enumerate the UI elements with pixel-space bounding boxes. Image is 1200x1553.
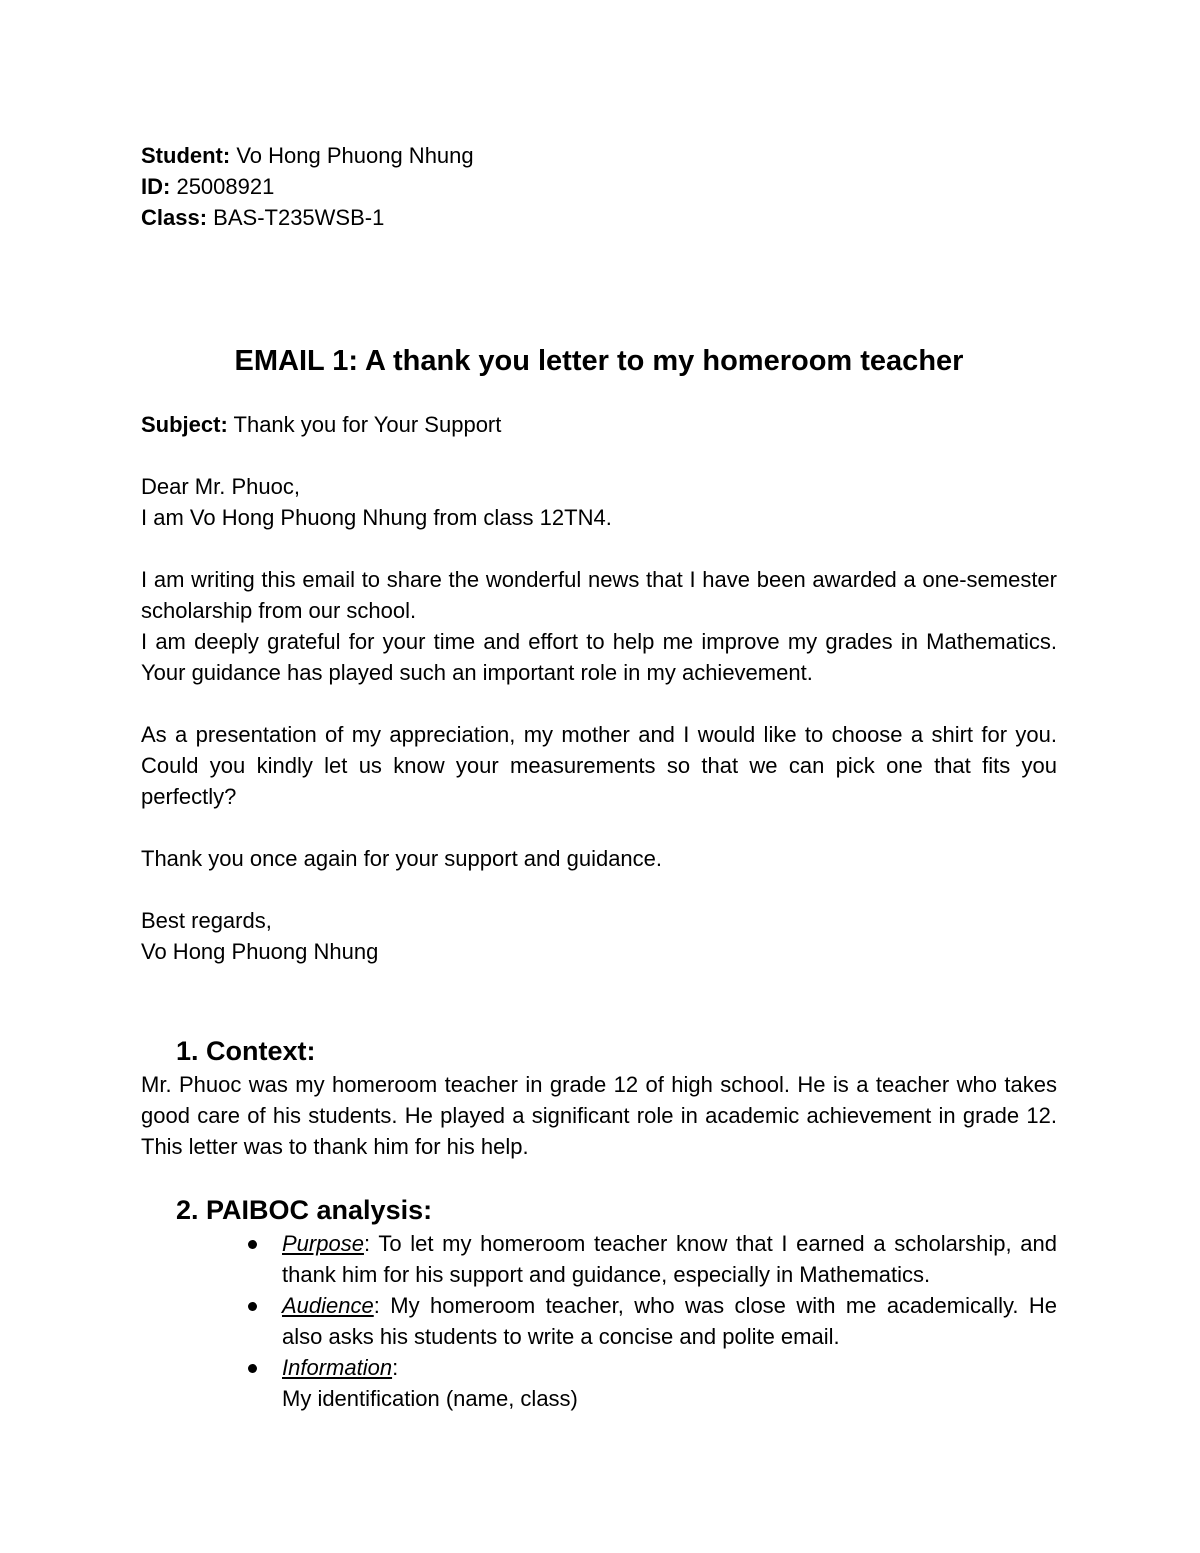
subject-value: Thank you for Your Support — [233, 412, 502, 437]
spacer — [141, 1162, 1057, 1192]
email-title: EMAIL 1: A thank you letter to my homeroom teacher — [234, 345, 964, 377]
paiboc-list — [141, 1228, 1057, 1414]
paragraph-appreciation: As a presentation of my appreciation, my mother and I would like to choose a shirt for you. Could you kindly let us know your measurements so that we can pick one that fits you perfectly? — [141, 722, 1057, 809]
context-text: Mr. Phuoc was my homeroom teacher in grade 12 of high school. He is a teacher who takes good care of his students. He played a significant role in academic achievement in grade 12. This letter was to thank him for his help. — [141, 1072, 1057, 1159]
id-value: 25008921 — [176, 174, 275, 199]
document-content — [141, 140, 1057, 1414]
information-detail: My identification (name, class) — [282, 1386, 578, 1411]
spacer — [141, 812, 1057, 843]
greeting: Dear Mr. Phuoc, — [141, 474, 300, 499]
signature: Vo Hong Phuong Nhung — [141, 939, 379, 964]
paragraph-gratitude: I am deeply grateful for your time and effort to help me improve my grades in Mathematics. Your guidance has played such an important role in my achievement. — [141, 629, 1057, 685]
context-heading: 1. Context: — [176, 1036, 316, 1066]
class-line — [141, 202, 1057, 233]
class-value: BAS-T235WSB-1 — [213, 205, 385, 230]
spacer — [141, 379, 1057, 409]
class-label: Class: — [141, 205, 208, 230]
intro: I am Vo Hong Phuong Nhung from class 12TN4. — [141, 505, 612, 530]
bullet-icon — [248, 1302, 257, 1311]
paiboc-heading: 2. PAIBOC analysis: — [176, 1195, 433, 1225]
audience-term: Audience — [282, 1293, 374, 1318]
spacer — [141, 533, 1057, 564]
id-label: ID: — [141, 174, 171, 199]
subject-line — [141, 409, 1057, 440]
list-item-information: Information: My identification (name, class) — [282, 1352, 1057, 1414]
student-value: Vo Hong Phuong Nhung — [236, 143, 474, 168]
audience-text: My homeroom teacher, who was close with me academically. He also asks his students to write a concise and polite email. — [282, 1293, 1057, 1349]
spacer — [141, 233, 1057, 343]
spacer — [141, 874, 1057, 905]
subject-label: Subject: — [141, 412, 228, 437]
spacer — [141, 440, 1057, 471]
information-term: Information — [282, 1355, 393, 1380]
purpose-text: To let my homeroom teacher know that I earned a scholarship, and thank him for his support and guidance, especially in Mathematics. — [282, 1231, 1057, 1287]
bullet-icon — [248, 1364, 257, 1373]
spacer — [141, 688, 1057, 719]
student-line — [141, 140, 1057, 171]
closing: Best regards, — [141, 908, 272, 933]
paragraph-scholarship: I am writing this email to share the wonderful news that I have been awarded a one-semester scholarship from our school. — [141, 567, 1057, 623]
id-line — [141, 171, 1057, 202]
list-item-audience: Audience: My homeroom teacher, who was close with me academically. He also asks his students to write a concise and polite email. — [282, 1290, 1057, 1352]
list-item-purpose: Purpose: To let my homeroom teacher know that I earned a scholarship, and thank him for his support and guidance, especially in Mathematics. — [282, 1228, 1057, 1290]
student-label: Student: — [141, 143, 231, 168]
purpose-term: Purpose — [282, 1231, 364, 1256]
spacer — [141, 967, 1057, 1033]
bullet-icon — [248, 1240, 257, 1249]
paragraph-thanks: Thank you once again for your support and guidance. — [141, 846, 663, 871]
